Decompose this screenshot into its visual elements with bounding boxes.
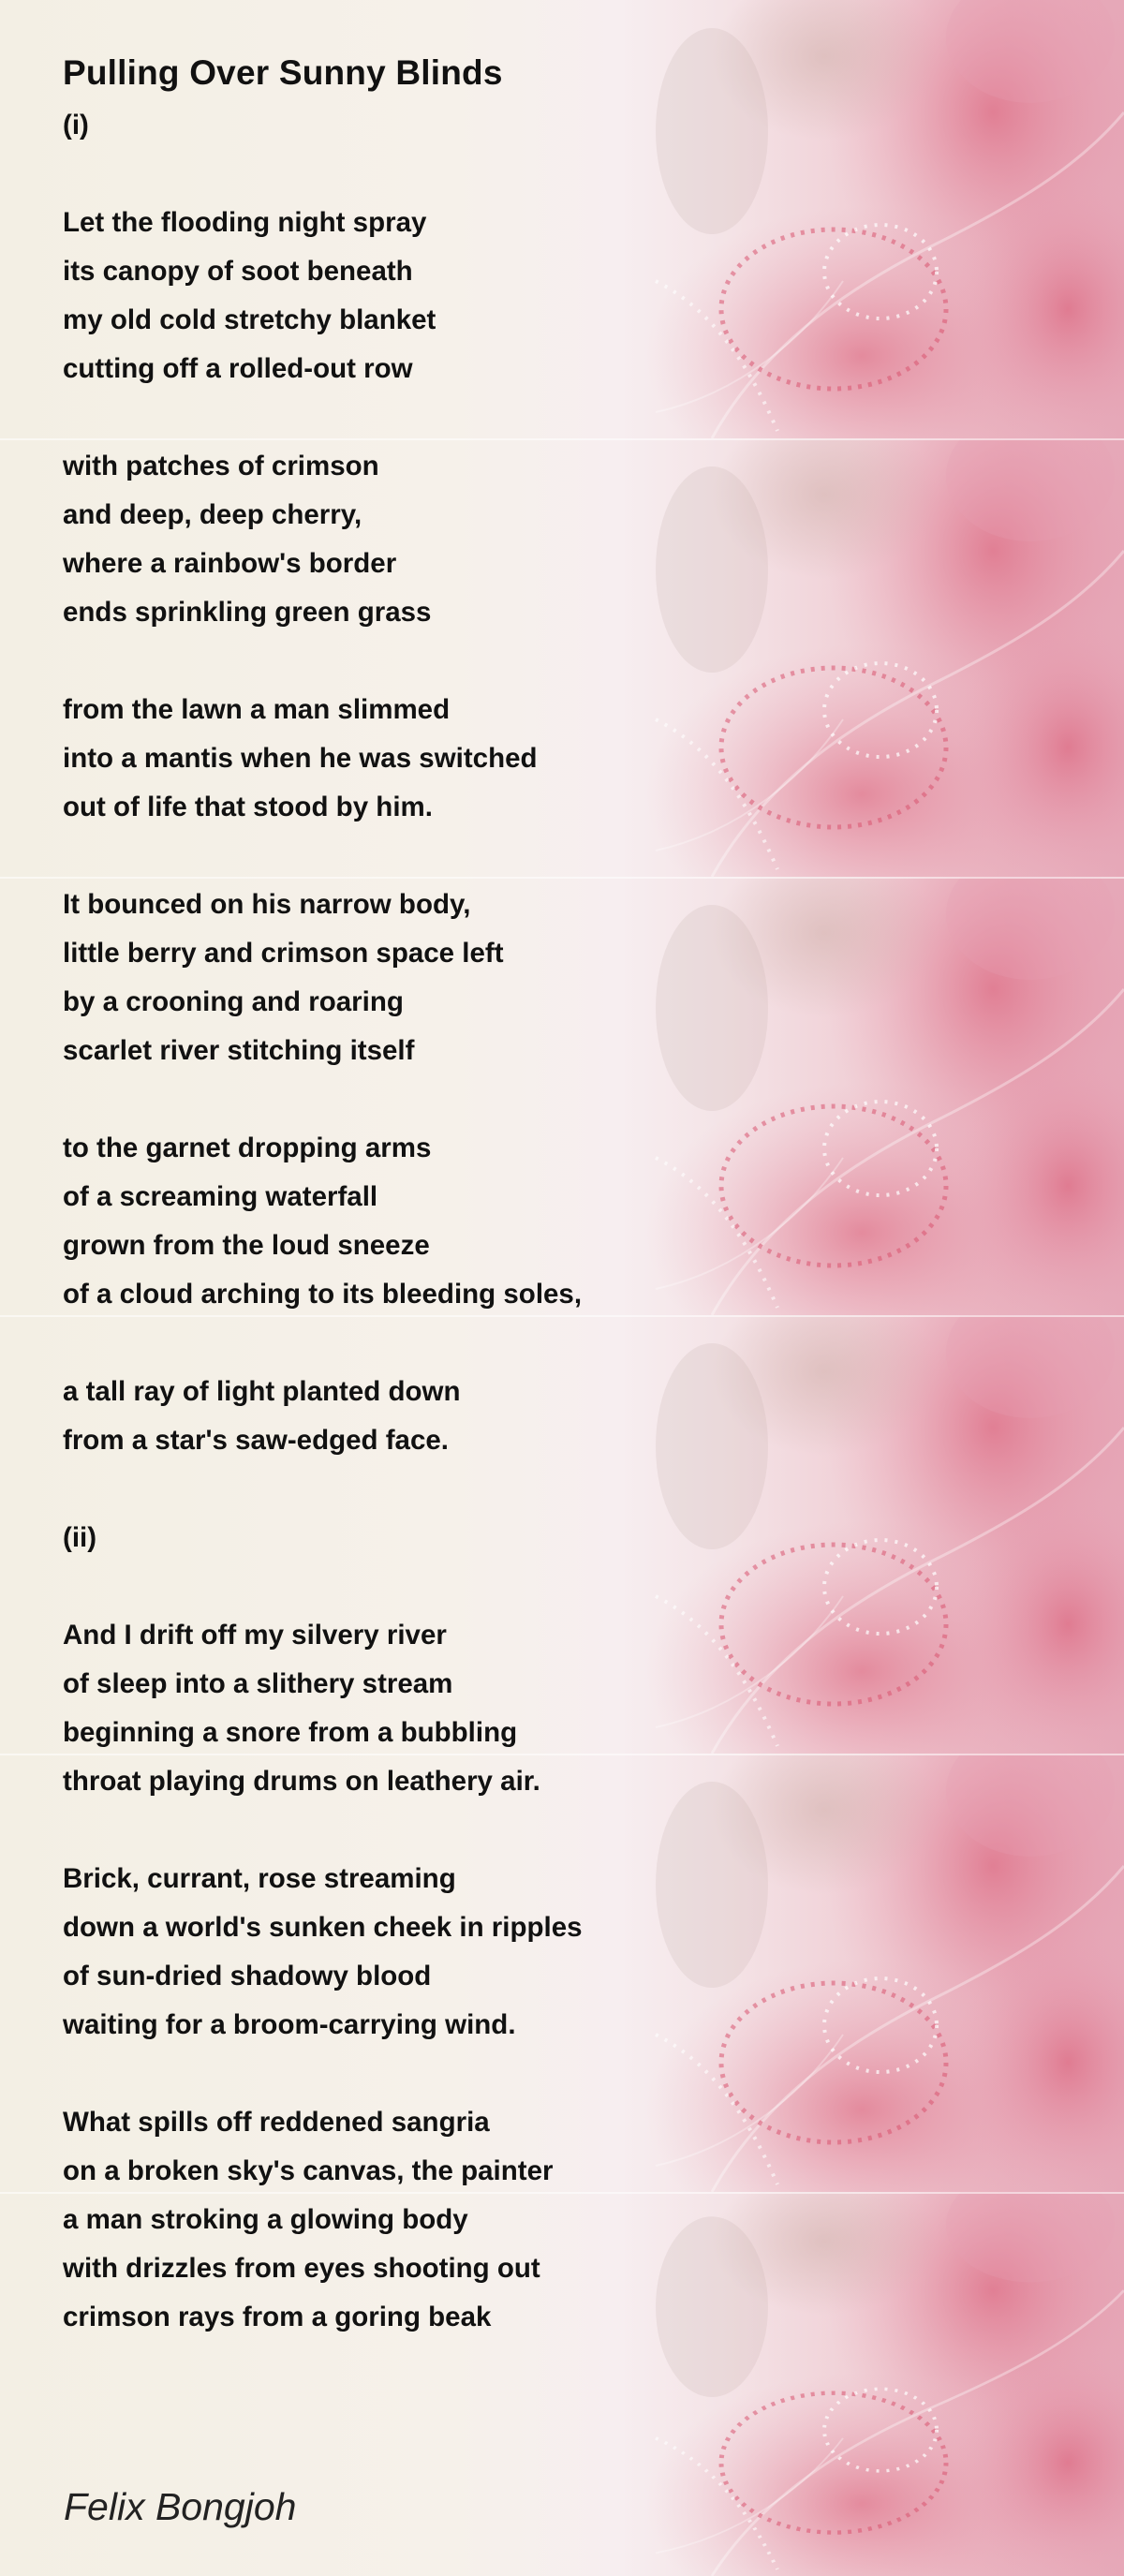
poem-line: of a cloud arching to its bleeding soles,: [63, 1279, 583, 1310]
stanza-break: [63, 2050, 775, 2098]
poem-line: throat playing drums on leathery air.: [63, 1766, 540, 1797]
poem-line: its canopy of soot beneath: [63, 256, 413, 287]
poem-line: where a rainbow's border: [63, 548, 397, 579]
stanza-break: [63, 393, 775, 442]
poem-line: to the garnet dropping arms: [63, 1133, 432, 1163]
poem-line: Let the flooding night spray: [63, 207, 427, 238]
poem-line: What spills off reddened sangria: [63, 2107, 490, 2138]
poem-line: (i): [63, 110, 89, 141]
poem-title: Pulling Over Sunny Blinds: [63, 53, 503, 92]
poem-author: Felix Bongjoh: [64, 2485, 297, 2528]
poem-line: beginning a snore from a bubbling: [63, 1717, 518, 1748]
poem-line: a man stroking a glowing body: [63, 2204, 468, 2235]
poem-line: into a mantis when he was switched: [63, 743, 538, 774]
poem-line: with drizzles from eyes shooting out: [63, 2253, 540, 2284]
poem-line: scarlet river stitching itself: [63, 1035, 415, 1066]
poem-line: Brick, currant, rose streaming: [63, 1863, 456, 1894]
stanza-break: [63, 637, 775, 686]
poem-line: down a world's sunken cheek in ripples: [63, 1912, 583, 1943]
poem-line: and deep, deep cherry,: [63, 499, 362, 530]
poem-line: crimson rays from a goring beak: [63, 2302, 492, 2332]
poem-line: ends sprinkling green grass: [63, 597, 432, 628]
poem-line: grown from the loud sneeze: [63, 1230, 430, 1261]
stanza-break: [63, 1562, 775, 1611]
poem-line: on a broken sky's canvas, the painter: [63, 2155, 554, 2186]
stanza-break: [63, 832, 775, 881]
stanza-break: [63, 150, 775, 199]
stanza-break: [63, 1319, 775, 1368]
poem-line: my old cold stretchy blanket: [63, 304, 436, 335]
stanza-break: [63, 1465, 775, 1514]
poem-line: by a crooning and roaring: [63, 986, 404, 1017]
stanza-break: [63, 1806, 775, 1855]
stanza-break: [63, 1075, 775, 1124]
poem-line: from the lawn a man slimmed: [63, 694, 451, 725]
poem-line: from a star's saw-edged face.: [63, 1425, 449, 1456]
poem-line: a tall ray of light planted down: [63, 1376, 461, 1407]
poem-lines: [63, 101, 775, 2342]
poem-line: out of life that stood by him.: [63, 792, 433, 822]
poem-line: cutting off a rolled-out row: [63, 353, 413, 384]
poem-line: (ii): [63, 1522, 97, 1553]
poem-line: And I drift off my silvery river: [63, 1620, 447, 1651]
poem-line: of sun-dried shadowy blood: [63, 1961, 432, 1991]
poem-line: of a screaming waterfall: [63, 1181, 378, 1212]
poem-line: little berry and crimson space left: [63, 938, 504, 969]
poem-line: with patches of crimson: [63, 451, 379, 481]
poem-line: It bounced on his narrow body,: [63, 889, 471, 920]
poem-line: of sleep into a slithery stream: [63, 1668, 453, 1699]
poem-line: waiting for a broom-carrying wind.: [63, 2009, 516, 2040]
poem-body: [63, 47, 775, 2342]
